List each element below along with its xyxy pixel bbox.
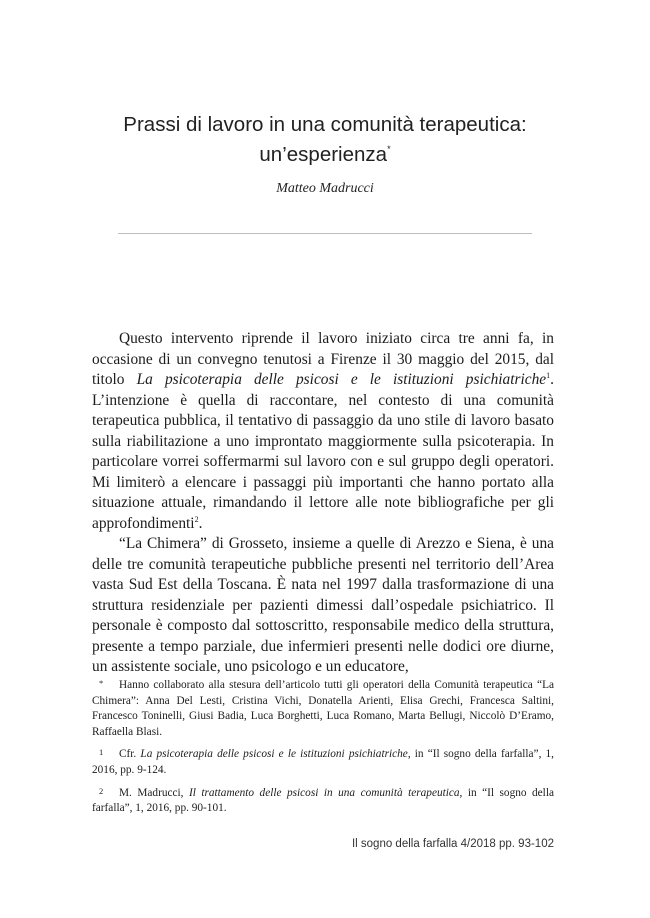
footnote-italic-title: Il trattamento delle psicosi in una comunità terapeutica	[188, 786, 460, 799]
cited-title: La psicoterapia delle psicosi e le istituzioni psichiatriche	[136, 371, 547, 388]
footnote-ref-1: 1	[546, 371, 551, 380]
paragraph-2: “La Chimera” di Grosseto, insieme a quelle di Arezzo e Siena, è una delle tre comunità terapeutiche pubbliche presenti nel territorio dell’Area vasta Sud Est della Toscana. È nata nel 1997 dalla trasformazione di una struttura residenziale per pazienti dimessi dall’ospedale psichiatrico. Il personale è composto dal sottoscritto, responsabile medico della struttura, presente a tempo parziale, due infermieri presenti nelle dodici ore diurne, un assistente sociale, uno psicologo e un educatore,	[92, 535, 554, 675]
title-line-2-text: un’esperienza	[259, 143, 388, 166]
footnote-italic-title: La psicoterapia delle psicosi e le istituzioni psichiatriche	[140, 748, 408, 761]
footnote-star	[92, 676, 554, 740]
title-line-1: Prassi di lavoro in una comunità terapeutica:	[123, 113, 527, 136]
title-line-2	[60, 137, 590, 167]
footnote-2	[92, 784, 554, 817]
title-divider	[118, 233, 532, 234]
footnote-text-post: , in “Il sogno della farfalla”, 1, 2016, pp. 90-101.	[92, 786, 554, 815]
footnote-ref-2: 2	[194, 514, 199, 524]
footnotes	[92, 676, 554, 822]
footnote-text: Hanno collaborato alla stesura dell’articolo tutti gli operatori della Comunità terapeutica “La Chimera”: Anna Del Lesti, Cristina Vichi, Donatella Arienti, Elisa Grechi, Francesca Saltini, Francesco Toninelli, Giusi Badia, Luca Borghetti, Luca Romano, Marta Bellugi, Niccolò D’Eramo, Raffaella Blasi.	[92, 679, 554, 738]
paragraph-1-text-b: . L’intenzione è quella di raccontare, nel contesto di una comunità terapeutica pubblica, il tentativo di passaggio da uno stile di lavoro basato sulla riabilitazione a uno improntato maggiormente sulla psicoterapia. In particolare vorrei soffermarmi sul lavoro con e sul gruppo degli operatori. Mi limiterò a elencare i passaggi più importanti che hanno portato alla situazione attuale, rimandando il lettore alle note bibliografiche per gli approfondimenti	[92, 371, 554, 532]
paragraph-1	[92, 329, 554, 534]
paragraph-1-text-c: .	[198, 514, 203, 532]
footnote-text-pre: M. Madrucci,	[119, 786, 189, 799]
journal-citation: Il sogno della farfalla 4/2018 pp. 93-102	[351, 838, 554, 850]
footnote-mark: *	[99, 678, 104, 688]
article-title	[60, 112, 590, 167]
paragraph-1-text-a: Questo intervento riprende il lavoro iniziato circa tre anni fa, in occasione di un convegno tenutosi a Firenze il 30 maggio del 2015, dal titolo	[92, 330, 554, 388]
article-body	[92, 329, 554, 678]
footnote-mark: 2	[99, 785, 104, 796]
footnote-mark: 1	[99, 747, 104, 758]
footnote-text-post: , in “Il sogno della farfalla”, 1, 2016, pp. 9-124.	[92, 748, 554, 776]
author-name: Matteo Madrucci	[276, 181, 374, 196]
footnote-1	[92, 745, 554, 778]
title-footnote-mark: *	[387, 144, 391, 154]
footnote-text-pre: Cfr.	[119, 748, 141, 761]
